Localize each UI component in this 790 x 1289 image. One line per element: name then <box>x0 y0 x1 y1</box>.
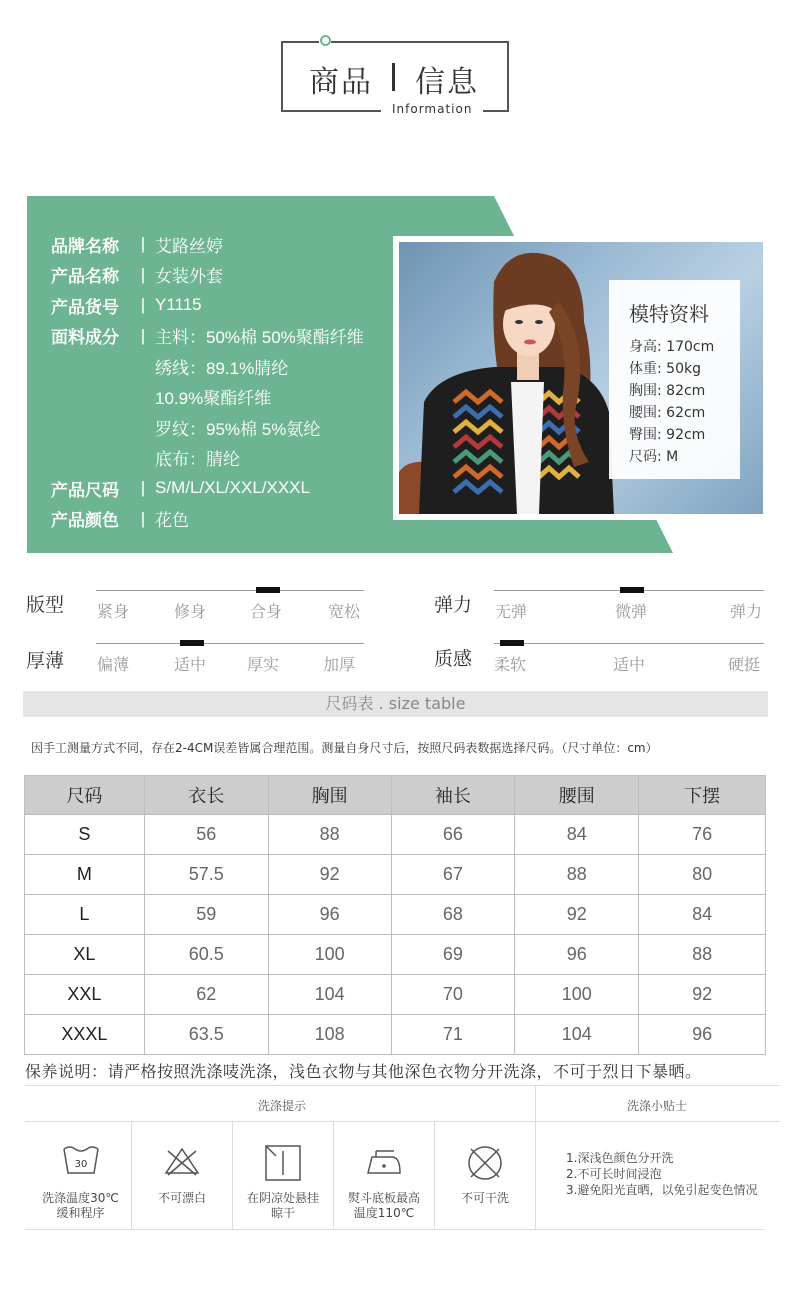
model-info-card <box>609 280 740 479</box>
elasticity-option: 弹力 <box>730 602 763 621</box>
table-cell: 88 <box>515 855 639 895</box>
table-cell: S <box>25 815 145 855</box>
size-table-note: 因手工测量方式不同，存在2-4CM误差皆属合理范围。测量自身尺寸后，按照尺码表数据选择尺码。（尺寸单位：cm） <box>31 741 658 755</box>
elasticity-scale-label: 弹力 <box>434 594 473 616</box>
info-separator: | <box>140 234 146 254</box>
no-dry-clean-icon <box>435 1143 535 1183</box>
table-cell: 92 <box>268 855 391 895</box>
texture-option: 柔软 <box>494 655 527 674</box>
wash-advice-title: 洗涤小贴士 <box>627 1099 688 1113</box>
column-header: 胸围 <box>268 776 391 815</box>
info-row-name <box>51 260 411 291</box>
table-cell: XXXL <box>25 1015 145 1055</box>
table-cell: 96 <box>515 935 639 975</box>
info-row-color <box>51 504 411 535</box>
fit-option: 宽松 <box>328 602 361 621</box>
no-bleach-icon <box>132 1143 232 1183</box>
info-value: 底布：腈纶 <box>155 450 240 470</box>
info-value: S/M/L/XL/XXL/XXXL <box>155 478 310 498</box>
model-stat: 臀围: 92cm <box>629 427 706 443</box>
table-cell: 60.5 <box>144 935 268 975</box>
wash-symbol-label: 不可漂白 <box>157 1191 206 1205</box>
info-key: 产品名称 <box>51 267 119 287</box>
fit-option: 合身 <box>250 602 283 621</box>
info-key: 产品货号 <box>51 297 119 317</box>
size-table <box>24 775 766 1055</box>
thickness-option: 厚实 <box>247 655 280 674</box>
elasticity-scale-marker <box>620 587 644 593</box>
thickness-scale-line <box>96 643 364 644</box>
wash-temp-number: 30 <box>74 1159 87 1170</box>
info-value: 主料：50%棉 50%聚酯纤维 <box>155 328 364 348</box>
texture-scale-line <box>494 643 764 644</box>
info-value: 花色 <box>155 511 189 531</box>
model-stat: 体重: 50kg <box>629 361 701 377</box>
wash-symbol-label: 晾干 <box>270 1206 295 1220</box>
thickness-option: 适中 <box>174 655 207 674</box>
texture-scale-marker <box>500 640 524 646</box>
table-cell: 84 <box>515 815 639 855</box>
table-cell: 100 <box>268 935 391 975</box>
info-value: Y1115 <box>155 295 202 315</box>
info-row-sku <box>51 290 411 321</box>
product-info-list <box>51 229 411 534</box>
wash-tip: 2.不可长时间浸泡 <box>566 1167 662 1181</box>
table-cell: XL <box>25 935 145 975</box>
column-header: 腰围 <box>515 776 639 815</box>
wash-tips-list <box>566 1150 757 1198</box>
wash-symbol-cell <box>435 1121 535 1229</box>
wash-symbol-label: 在阴凉处悬挂 <box>246 1191 319 1205</box>
table-cell: 96 <box>268 895 391 935</box>
model-info-title: 模特资料 <box>629 302 709 326</box>
info-row-fabric <box>51 321 411 352</box>
table-cell: 92 <box>639 975 766 1015</box>
table-cell: 88 <box>268 815 391 855</box>
model-stat: 尺码: M <box>629 449 679 465</box>
wash-symbol-label: 熨斗底板最高 <box>347 1191 420 1205</box>
fit-option: 修身 <box>174 602 207 621</box>
wash-symbol-label: 不可干洗 <box>460 1191 509 1205</box>
table-cell: 96 <box>639 1015 766 1055</box>
table-cell: 62 <box>144 975 268 1015</box>
table-row <box>25 895 766 935</box>
table-cell: 104 <box>268 975 391 1015</box>
table-cell: M <box>25 855 145 895</box>
table-row <box>25 935 766 975</box>
wash-symbol-label: 温度110℃ <box>353 1206 415 1220</box>
info-row-brand <box>51 229 411 260</box>
elasticity-option: 无弹 <box>495 602 528 621</box>
table-cell: 63.5 <box>144 1015 268 1055</box>
info-separator: | <box>140 508 146 528</box>
table-cell: 92 <box>515 895 639 935</box>
table-cell: 69 <box>391 935 515 975</box>
column-header: 尺码 <box>25 776 145 815</box>
texture-scale-label: 质感 <box>434 648 473 670</box>
table-cell: 88 <box>639 935 766 975</box>
info-separator: | <box>140 295 146 315</box>
table-cell: 67 <box>391 855 515 895</box>
wash-tip: 1.深浅色颜色分开洗 <box>566 1151 674 1165</box>
circle-icon <box>320 35 331 46</box>
info-value: 绣线：89.1%腈纶 <box>155 358 289 378</box>
info-row-sizes <box>51 473 411 504</box>
fit-scale-line <box>96 590 364 591</box>
wash-tip: 3.避免阳光直晒，以免引起变色情况 <box>566 1183 758 1197</box>
table-cell: 66 <box>391 815 515 855</box>
wash-symbol-cell <box>132 1121 232 1229</box>
info-separator: | <box>140 325 146 345</box>
table-cell: 108 <box>268 1015 391 1055</box>
texture-option: 硬挺 <box>728 655 761 674</box>
fit-scale-label: 版型 <box>26 594 65 616</box>
table-cell: 59 <box>144 895 268 935</box>
section-header <box>281 41 509 116</box>
header-subtitle: Information <box>392 102 473 116</box>
info-key: 品牌名称 <box>51 236 119 256</box>
header-divider <box>392 63 395 91</box>
table-cell: 84 <box>639 895 766 935</box>
info-value: 艾路丝婷 <box>155 236 223 256</box>
model-stat: 胸围: 82cm <box>629 383 706 399</box>
fit-scale-marker <box>256 587 280 593</box>
table-cell: 76 <box>639 815 766 855</box>
wash-30-icon <box>30 1143 131 1183</box>
wash-symbol-cell <box>233 1121 333 1229</box>
info-value: 10.9%聚酯纤维 <box>155 389 272 409</box>
table-cell: 57.5 <box>144 855 268 895</box>
column-header: 袖长 <box>391 776 515 815</box>
line-dry-shade-icon <box>233 1143 333 1183</box>
thickness-option: 偏薄 <box>97 655 130 674</box>
table-cell: XXL <box>25 975 145 1015</box>
info-value: 女装外套 <box>155 267 223 287</box>
table-row <box>25 815 766 855</box>
table-cell: L <box>25 895 145 935</box>
elasticity-option: 微弹 <box>615 602 648 621</box>
wash-symbol-cell <box>30 1121 131 1229</box>
wash-symbol-label: 洗涤温度30℃ <box>42 1191 119 1205</box>
table-row <box>25 975 766 1015</box>
info-value: 罗纹：95%棉 5%氨纶 <box>155 419 321 439</box>
wash-symbol-cell <box>334 1121 434 1229</box>
table-row <box>25 855 766 895</box>
thickness-scale-marker <box>180 640 204 646</box>
table-cell: 68 <box>391 895 515 935</box>
info-key: 面料成分 <box>51 328 119 348</box>
wash-symbol-label: 缓和程序 <box>56 1206 105 1220</box>
thickness-option: 加厚 <box>323 655 356 674</box>
table-header-row <box>25 776 766 815</box>
table-cell: 80 <box>639 855 766 895</box>
header-title-left: 商品 <box>309 65 373 100</box>
care-instructions: 保养说明：请严格按照洗涤唛洗涤，浅色衣物与其他深色衣物分开洗涤，不可于烈日下暴晒。 <box>25 1062 702 1081</box>
column-header: 衣长 <box>144 776 268 815</box>
model-stat: 身高: 170cm <box>629 339 715 355</box>
iron-icon <box>334 1143 434 1183</box>
size-table-title-bar: 尺码表 . size table <box>23 691 768 717</box>
info-key: 产品尺码 <box>51 480 119 500</box>
model-stat: 腰围: 62cm <box>629 405 706 421</box>
wash-tips-title: 洗涤提示 <box>258 1099 307 1113</box>
table-cell: 70 <box>391 975 515 1015</box>
info-separator: | <box>140 478 146 498</box>
header-title-right: 信息 <box>415 65 479 100</box>
info-key: 产品颜色 <box>51 511 119 531</box>
table-cell: 104 <box>515 1015 639 1055</box>
table-row <box>25 1015 766 1055</box>
texture-option: 适中 <box>613 655 646 674</box>
column-header: 下摆 <box>639 776 766 815</box>
table-cell: 71 <box>391 1015 515 1055</box>
fit-option: 紧身 <box>97 602 130 621</box>
table-cell: 56 <box>144 815 268 855</box>
info-separator: | <box>140 264 146 284</box>
table-cell: 100 <box>515 975 639 1015</box>
thickness-scale-label: 厚薄 <box>26 650 65 672</box>
